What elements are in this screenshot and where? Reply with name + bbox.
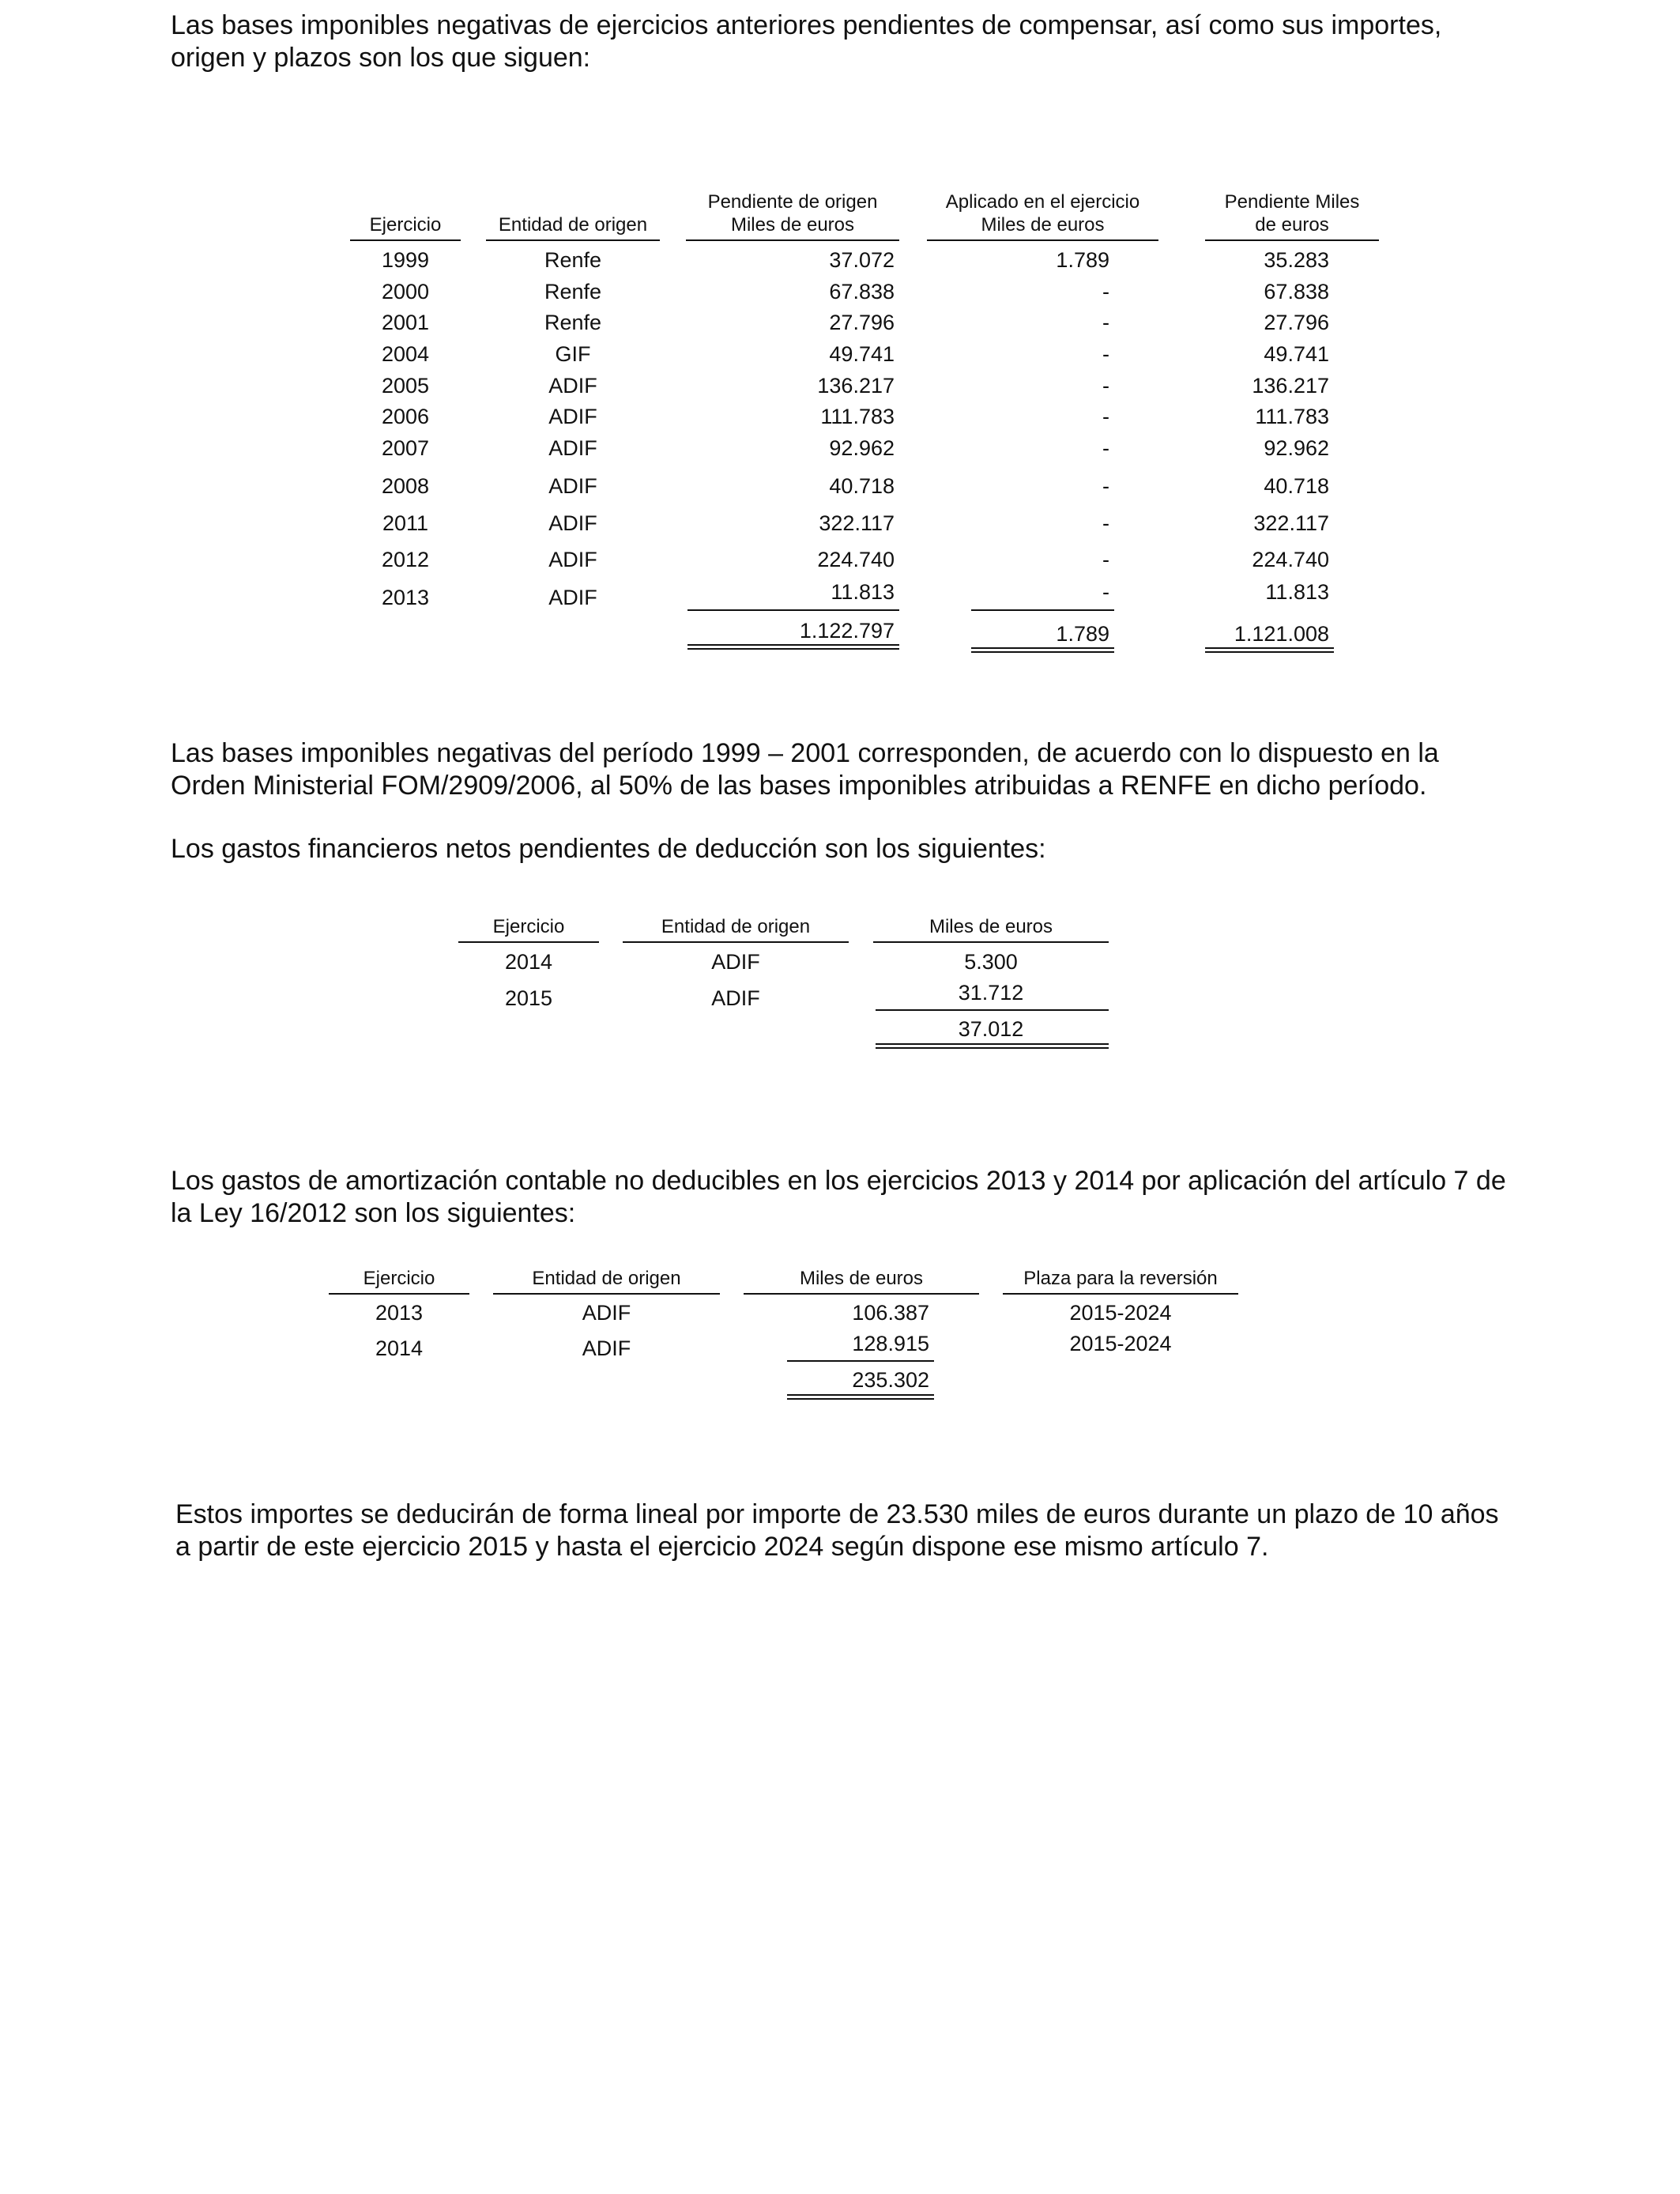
paragraph-deduccion-lineal: Estos importes se deducirán de forma lineal por importe de 23.530 miles de euros durante un plazo de 10 años a partir de este ejercicio 2015 y hasta el ejercicio 2024 según dispone ese mismo artículo 7. (175, 1499, 1499, 1562)
table1-cell-entidad: ADIF (548, 436, 597, 460)
table3-total: 235.302 (852, 1368, 929, 1392)
table2-row2-miles: 31.712 (958, 981, 1024, 1005)
table1-cell-pendiente-origen: 67.838 (829, 280, 895, 303)
table1-cell-pendiente: 67.838 (1264, 280, 1329, 303)
table1-cell-ejercicio: 2001 (381, 311, 430, 334)
table1-cell-pendiente: 92.962 (1264, 436, 1329, 460)
table1-cell-ejercicio: 2011 (382, 511, 429, 535)
table1-cell-aplicado: - (1102, 548, 1109, 571)
table1-cell-pendiente-origen: 27.796 (829, 311, 895, 334)
table1-cell-pendiente-origen: 11.813 (831, 580, 895, 604)
intro-paragraph: Las bases imponibles negativas de ejercicios anteriores pendientes de compensar, así como sus importes, origen y plazos son los que siguen: (171, 10, 1442, 73)
table2-row2-entidad: ADIF (711, 986, 760, 1010)
table1-cell-pendiente: 136.217 (1252, 374, 1329, 398)
table1-cell-ejercicio: 2000 (381, 280, 430, 303)
table1-cell-aplicado: - (1102, 511, 1109, 535)
table1-cell-pendiente-origen: 92.962 (829, 436, 895, 460)
table1-cell-pendiente: 322.117 (1253, 511, 1329, 535)
table3-row2-ejercicio: 2014 (375, 1336, 424, 1360)
table2-header-miles: Miles de euros (929, 916, 1053, 937)
table1-cell-entidad: GIF (555, 342, 591, 366)
table1-cell-aplicado: - (1102, 374, 1109, 398)
table1-cell-ejercicio: 1999 (381, 248, 430, 272)
table1-cell-entidad: Renfe (544, 248, 602, 272)
table1-cell-pendiente: 224.740 (1252, 548, 1329, 571)
table3-row2-entidad: ADIF (582, 1336, 631, 1360)
table1-header-pendiente-origen: Pendiente de origen Miles de euros (707, 191, 878, 236)
table1-cell-aplicado: - (1102, 405, 1109, 428)
table1-cell-pendiente-origen: 136.217 (817, 374, 895, 398)
table1-cell-pendiente-origen: 322.117 (819, 511, 895, 535)
table1-cell-entidad: ADIF (548, 374, 597, 398)
table1-cell-aplicado: - (1102, 342, 1109, 366)
table1-cell-pendiente: 40.718 (1264, 474, 1329, 498)
table1-header-pendiente: Pendiente Miles de euros (1224, 191, 1360, 236)
table1-cell-ejercicio: 2005 (381, 374, 430, 398)
paragraph-amortizacion: Los gastos de amortización contable no deducibles en los ejercicios 2013 y 2014 por aplicación del artículo 7 de la Ley 16/2012 son los siguientes: (171, 1166, 1506, 1228)
table1-cell-entidad: Renfe (544, 311, 602, 334)
table1-cell-aplicado: - (1102, 580, 1109, 604)
table2-row1-ejercicio: 2014 (504, 950, 553, 974)
table3-header-entidad: Entidad de origen (532, 1268, 681, 1289)
table1-cell-pendiente-origen: 111.783 (820, 405, 895, 428)
table3-row1-entidad: ADIF (582, 1301, 631, 1325)
table1-cell-pendiente-origen: 49.741 (829, 342, 895, 366)
table1-cell-ejercicio: 2013 (381, 586, 430, 609)
table1-cell-pendiente-origen: 40.718 (829, 474, 895, 498)
table2-header-ejercicio: Ejercicio (492, 916, 565, 937)
table1-cell-pendiente: 35.283 (1264, 248, 1329, 272)
table1-cell-aplicado: - (1102, 436, 1109, 460)
table1-cell-entidad: ADIF (548, 405, 597, 428)
table1-total-pendiente: 1.121.008 (1234, 622, 1329, 646)
table1-cell-ejercicio: 2008 (381, 474, 430, 498)
paragraph-bases-negativas: Las bases imponibles negativas del período 1999 – 2001 corresponden, de acuerdo con lo dispuesto en la Orden Ministerial FOM/2909/2006, al 50% de las bases imponibles atribuidas a RENFE en dicho período. (171, 738, 1439, 801)
table3-header-ejercicio: Ejercicio (363, 1268, 435, 1289)
table1-cell-aplicado: - (1102, 474, 1109, 498)
table1-cell-ejercicio: 2012 (381, 548, 430, 571)
table3-header-miles: Miles de euros (799, 1268, 924, 1289)
table1-cell-ejercicio: 2007 (381, 436, 430, 460)
table2-row1-entidad: ADIF (711, 950, 760, 974)
table1-cell-entidad: ADIF (548, 548, 597, 571)
table3-row2-plaza: 2015-2024 (1069, 1332, 1172, 1355)
table1-cell-pendiente: 49.741 (1264, 342, 1329, 366)
table1-cell-ejercicio: 2004 (381, 342, 430, 366)
table1-cell-pendiente-origen: 37.072 (829, 248, 895, 272)
table3-header-plaza: Plaza para la reversión (1023, 1268, 1218, 1289)
table1-total-aplicado: 1.789 (1056, 622, 1109, 646)
table2-row2-ejercicio: 2015 (504, 986, 553, 1010)
table1-cell-aplicado: 1.789 (1056, 248, 1109, 272)
table1-cell-pendiente-origen: 224.740 (817, 548, 895, 571)
table3-row2-miles: 128.915 (852, 1332, 929, 1355)
table1-cell-entidad: ADIF (548, 586, 597, 609)
table1-cell-pendiente: 111.783 (1255, 405, 1329, 428)
table3-row1-miles: 106.387 (852, 1301, 929, 1325)
table3-row1-ejercicio: 2013 (375, 1301, 424, 1325)
table1-total-origen: 1.122.797 (799, 619, 895, 643)
table1-header-entidad: Entidad de origen (498, 214, 648, 236)
table1-cell-entidad: ADIF (548, 474, 597, 498)
table1-cell-pendiente: 27.796 (1264, 311, 1329, 334)
table1-header-aplicado: Aplicado en el ejercicio Miles de euros (945, 191, 1140, 236)
table1-cell-entidad: Renfe (544, 280, 602, 303)
table1-header-ejercicio: Ejercicio (369, 214, 442, 236)
table2-total: 37.012 (958, 1017, 1024, 1041)
table2-row1-miles: 5.300 (964, 950, 1018, 974)
table1-cell-aplicado: - (1102, 280, 1109, 303)
table1-cell-pendiente: 11.813 (1265, 580, 1329, 604)
table2-header-entidad: Entidad de origen (661, 916, 811, 937)
table3-row1-plaza: 2015-2024 (1069, 1301, 1172, 1325)
paragraph-gastos-financieros: Los gastos financieros netos pendientes de deducción son los siguientes: (171, 834, 1046, 864)
table1-cell-ejercicio: 2006 (381, 405, 430, 428)
table1-cell-aplicado: - (1102, 311, 1109, 334)
table1-cell-entidad: ADIF (548, 511, 597, 535)
